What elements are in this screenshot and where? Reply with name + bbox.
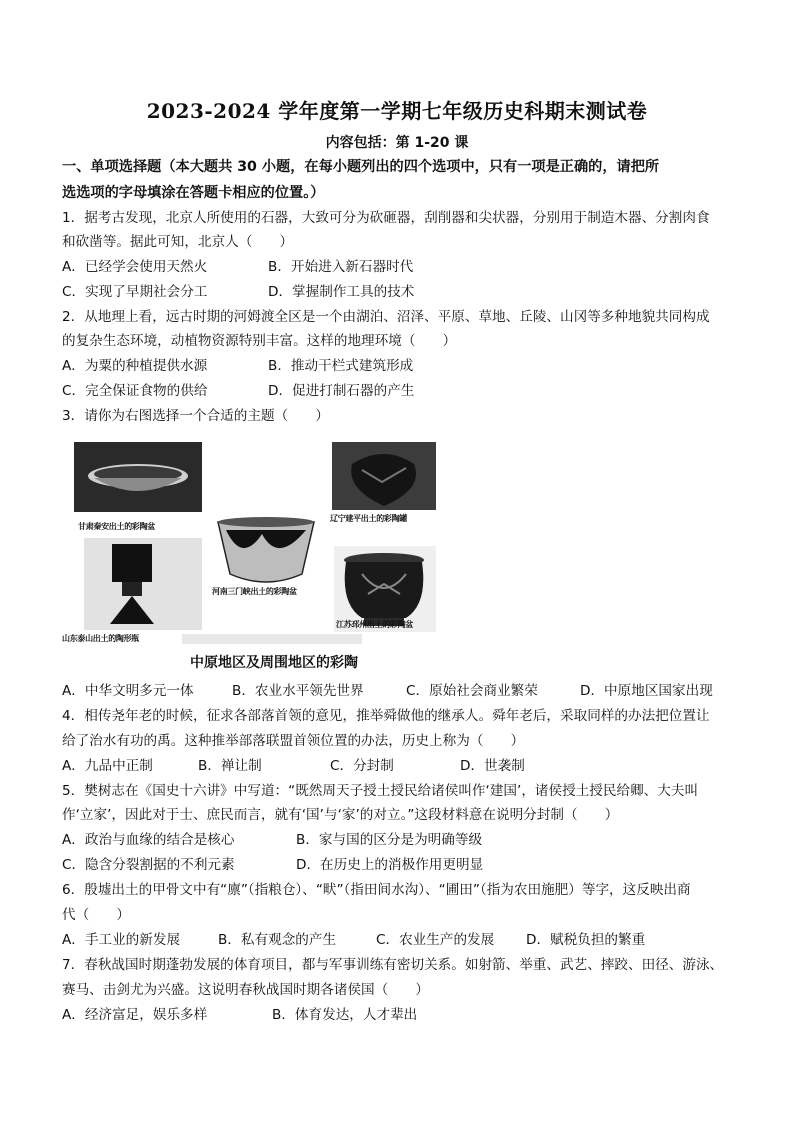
question-5-option-c: C．隐含分裂割据的不利元素 xyxy=(62,857,235,873)
pottery-photo-shandong xyxy=(84,538,202,630)
figure-caption: 中原地区及周围地区的彩陶 xyxy=(190,655,358,671)
question-1-line1: 1．据考古发现，北京人所使用的石器，大致可分为砍砸器，刮削器和尖状器，分别用于制造木器、分割肉食 xyxy=(62,210,710,226)
figure-label-henan: 河南三门峡出土的彩陶盆 xyxy=(212,587,297,596)
question-5-line2: 作‘立家’，因此对于士、庶民而言，就有‘国’与‘家’的对立。”这段材料意在说明分封制（ ） xyxy=(62,807,619,823)
question-7-option-b: B．体育发达，人才辈出 xyxy=(272,1007,418,1023)
question-2-line1: 2．从地理上看，远古时期的河姆渡全区是一个由湖泊、沼泽、平原、草地、丘陵、山冈等多种地貌共同构成 xyxy=(62,309,710,325)
pottery-photo-henan xyxy=(218,517,314,582)
question-1-line2: 和砍凿等。据此可知，北京人（ ） xyxy=(62,234,294,250)
question-4-option-b: B．禅让制 xyxy=(198,758,262,774)
section-instruction-line1: 一、单项选择题（本大题共 30 小题，在每小题列出的四个选项中，只有一项是正确的，请把所 xyxy=(62,159,660,175)
question-1-option-b: B．开始进入新石器时代 xyxy=(268,259,414,275)
section-instruction-line2: 选选项的字母填涂在答题卡相应的位置。） xyxy=(62,185,325,201)
question-6-line1: 6．殷墟出土的甲骨文中有“廪”（指粮仓）、“畎”（指田间水沟）、“圃田”（指为农田施肥）等字，这反映出商 xyxy=(62,882,691,898)
question-5-option-d: D．在历史上的消极作用更明显 xyxy=(296,857,484,873)
pottery-photo-gansu xyxy=(74,442,202,512)
question-7-option-a: A．经济富足，娱乐多样 xyxy=(62,1007,208,1023)
question-3-option-b: B．农业水平领先世界 xyxy=(232,683,364,699)
question-1-option-c: C．实现了早期社会分工 xyxy=(62,284,208,300)
question-2-option-c: C．完全保证食物的供给 xyxy=(62,383,208,399)
question-7-line2: 赛马、击剑尤为兴盛。这说明春秋战国时期各诸侯国（ ） xyxy=(62,982,430,998)
question-3-line1: 3．请你为右图选择一个合适的主题（ ） xyxy=(62,408,329,424)
pottery-photo-liaoning xyxy=(332,442,436,510)
question-4-option-a: A．九品中正制 xyxy=(62,758,153,774)
question-6-option-a: A．手工业的新发展 xyxy=(62,932,181,948)
figure-label-shandong: 山东泰山出土的陶形瓶 xyxy=(62,634,139,643)
question-5-option-a: A．政治与血缘的结合是核心 xyxy=(62,832,235,848)
question-4-option-d: D．世袭制 xyxy=(460,758,525,774)
question-4-line1: 4．相传尧年老的时候，征求各部落首领的意见，推举舜做他的继承人。舜年老后，采取同样的办法把位置让 xyxy=(62,708,710,724)
question-3-option-a: A．中华文明多元一体 xyxy=(62,683,194,699)
question-4-option-c: C．分封制 xyxy=(330,758,394,774)
question-6-line2: 代（ ） xyxy=(62,907,130,923)
page-title: 2023-2024 学年度第一学期七年级历史科期末测试卷 xyxy=(146,99,648,123)
page-subtitle: 内容包括：第 1-20 课 xyxy=(325,135,469,151)
figure-label-jiangsu: 江苏邳州出土的彩陶盆 xyxy=(336,620,413,629)
question-3-option-d: D．中原地区国家出现 xyxy=(580,683,713,699)
question-3-option-c: C．原始社会商业繁荣 xyxy=(406,683,538,699)
question-6-option-b: B．私有观念的产生 xyxy=(218,932,337,948)
question-6-option-c: C．农业生产的发展 xyxy=(376,932,495,948)
question-7-line1: 7．春秋战国时期蓬勃发展的体育项目，都与军事训练有密切关系。如射箭、举重、武艺、摔跤、田径、游泳、 xyxy=(62,957,724,973)
question-2-line2: 的复杂生态环境，动植物资源特别丰富。这样的地理环境（ ） xyxy=(62,333,457,349)
question-6-option-d: D．赋税负担的繁重 xyxy=(526,932,646,948)
question-5-line1: 5．樊树志在《国史十六讲》中写道：“既然周天子授土授民给诸侯叫作‘建国’，诸侯授土授民给卿、大夫叫 xyxy=(62,783,699,799)
question-2-option-a: A．为粟的种植提供水源 xyxy=(62,358,208,374)
question-4-line2: 给了治水有功的禹。这种推举部落联盟首领位置的办法，历史上称为（ ） xyxy=(62,733,525,749)
figure-label-gansu: 甘肃秦安出土的彩陶盆 xyxy=(78,522,155,531)
question-1-option-d: D．掌握制作工具的技术 xyxy=(268,284,415,300)
figure-label-liaoning: 辽宁建平出土的彩陶罐 xyxy=(330,514,407,523)
question-2-option-d: D．促进打制石器的产生 xyxy=(268,383,415,399)
question-1-option-a: A．已经学会使用天然火 xyxy=(62,259,208,275)
question-5-option-b: B．家与国的区分是为明确等级 xyxy=(296,832,483,848)
question-2-option-b: B．推动干栏式建筑形成 xyxy=(268,358,414,374)
